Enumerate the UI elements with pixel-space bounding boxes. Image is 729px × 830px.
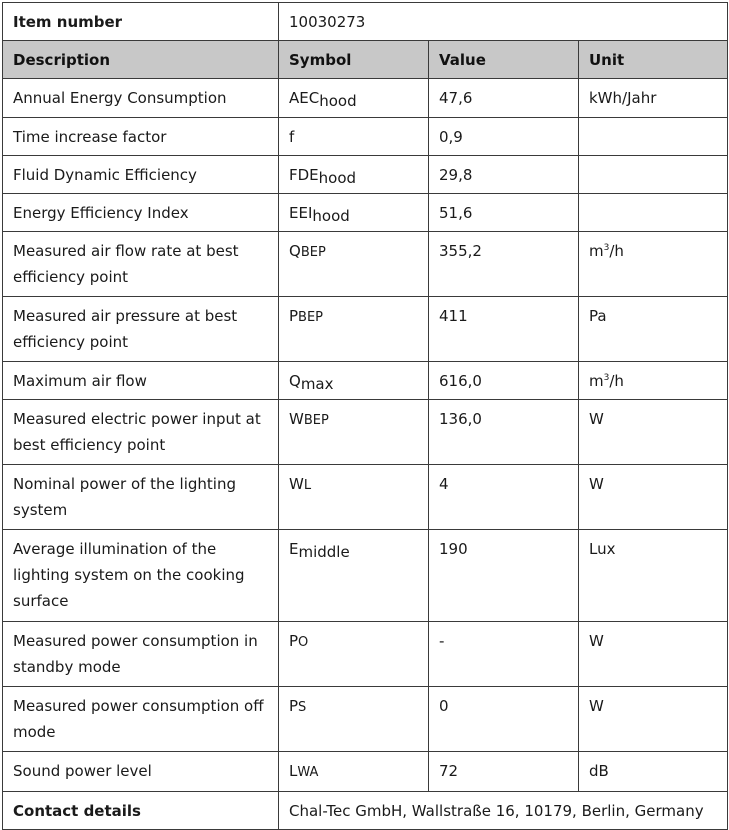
row-description: Measured power consumption off mode xyxy=(3,687,279,752)
table-row xyxy=(3,530,728,622)
unit-exponent: 3 xyxy=(603,373,610,383)
row-symbol xyxy=(279,362,429,400)
symbol-subscript: hood xyxy=(318,169,357,187)
unit-exponent: 3 xyxy=(603,243,610,253)
row-value: 136,0 xyxy=(429,400,579,465)
row-unit xyxy=(579,194,728,232)
unit-tail: /h xyxy=(609,242,624,260)
row-description: Time increase factor xyxy=(3,118,279,156)
column-header-value: Value xyxy=(429,41,579,79)
symbol-main: W xyxy=(289,410,304,428)
symbol-subscript: BEP xyxy=(298,310,324,325)
unit-base: m xyxy=(589,372,604,390)
row-value: 616,0 xyxy=(429,362,579,400)
contact-details-row xyxy=(3,792,728,830)
table-row xyxy=(3,362,728,400)
row-unit: dB xyxy=(579,752,728,792)
row-value: 4 xyxy=(429,465,579,530)
item-number-value: 10030273 xyxy=(279,3,728,41)
table-row xyxy=(3,297,728,362)
row-symbol xyxy=(279,297,429,362)
row-unit: W xyxy=(579,687,728,752)
symbol-main: Q xyxy=(289,242,301,260)
contact-details-value: Chal-Tec GmbH, Wallstraße 16, 10179, Berlin, Germany xyxy=(279,792,728,830)
row-description: Measured air flow rate at best efficiency point xyxy=(3,232,279,297)
row-description: Measured air pressure at best efficiency point xyxy=(3,297,279,362)
unit-base: m xyxy=(589,242,604,260)
symbol-main: Q xyxy=(289,372,301,390)
row-value: 355,2 xyxy=(429,232,579,297)
symbol-main: AEC xyxy=(289,89,320,107)
row-description: Energy Efficiency Index xyxy=(3,194,279,232)
symbol-main: E xyxy=(289,540,299,558)
item-number-row xyxy=(3,3,728,41)
column-header-description: Description xyxy=(3,41,279,79)
row-unit: W xyxy=(579,622,728,687)
row-unit: W xyxy=(579,465,728,530)
table-header-row xyxy=(3,41,728,79)
row-value: 29,8 xyxy=(429,156,579,194)
symbol-subscript: middle xyxy=(298,543,350,561)
table-row xyxy=(3,156,728,194)
row-description: Measured power consumption in standby mode xyxy=(3,622,279,687)
row-unit xyxy=(579,118,728,156)
symbol-subscript: BEP xyxy=(303,413,329,428)
row-symbol xyxy=(279,687,429,752)
symbol-main: FDE xyxy=(289,166,319,184)
symbol-main: W xyxy=(289,475,304,493)
row-description: Maximum air flow xyxy=(3,362,279,400)
table-row xyxy=(3,400,728,465)
row-unit: kWh/Jahr xyxy=(579,79,728,118)
row-symbol xyxy=(279,156,429,194)
symbol-subscript: max xyxy=(300,375,334,393)
row-value: 0 xyxy=(429,687,579,752)
row-value: - xyxy=(429,622,579,687)
symbol-subscript: hood xyxy=(312,207,350,225)
row-description: Average illumination of the lighting system on the cooking surface xyxy=(3,530,279,622)
symbol-main: f xyxy=(289,128,295,146)
row-symbol xyxy=(279,622,429,687)
symbol-main: P xyxy=(289,307,299,325)
symbol-subscript: S xyxy=(298,700,307,715)
row-symbol xyxy=(279,79,429,118)
symbol-subscript: O xyxy=(298,635,309,650)
row-symbol xyxy=(279,232,429,297)
table-row xyxy=(3,79,728,118)
symbol-main: P xyxy=(289,697,299,715)
row-description: Fluid Dynamic Efficiency xyxy=(3,156,279,194)
table-row xyxy=(3,752,728,792)
symbol-subscript: hood xyxy=(319,92,357,110)
column-header-symbol: Symbol xyxy=(279,41,429,79)
row-symbol xyxy=(279,400,429,465)
row-description: Nominal power of the lighting system xyxy=(3,465,279,530)
row-unit: Pa xyxy=(579,297,728,362)
row-unit xyxy=(579,362,728,400)
row-value: 51,6 xyxy=(429,194,579,232)
row-symbol xyxy=(279,752,429,792)
symbol-main: L xyxy=(289,762,298,780)
contact-details-label: Contact details xyxy=(3,792,279,830)
symbol-subscript: L xyxy=(303,478,312,493)
table-row xyxy=(3,118,728,156)
row-unit: W xyxy=(579,400,728,465)
row-unit xyxy=(579,156,728,194)
table-row xyxy=(3,194,728,232)
row-value: 0,9 xyxy=(429,118,579,156)
table-row xyxy=(3,622,728,687)
row-value: 190 xyxy=(429,530,579,622)
unit-tail: /h xyxy=(609,372,624,390)
row-symbol xyxy=(279,530,429,622)
row-unit xyxy=(579,232,728,297)
table-row xyxy=(3,232,728,297)
column-header-unit: Unit xyxy=(579,41,728,79)
item-number-label: Item number xyxy=(3,3,279,41)
row-description: Measured electric power input at best efficiency point xyxy=(3,400,279,465)
row-description: Sound power level xyxy=(3,752,279,792)
symbol-subscript: BEP xyxy=(300,245,326,260)
table-row xyxy=(3,687,728,752)
row-value: 72 xyxy=(429,752,579,792)
row-value: 411 xyxy=(429,297,579,362)
symbol-subscript: WA xyxy=(297,765,319,780)
energy-spec-table xyxy=(2,2,728,830)
row-symbol xyxy=(279,118,429,156)
row-description: Annual Energy Consumption xyxy=(3,79,279,118)
row-value: 47,6 xyxy=(429,79,579,118)
table-row xyxy=(3,465,728,530)
row-unit: Lux xyxy=(579,530,728,622)
row-symbol xyxy=(279,465,429,530)
row-symbol xyxy=(279,194,429,232)
symbol-main: EEI xyxy=(289,204,313,222)
symbol-main: P xyxy=(289,632,299,650)
